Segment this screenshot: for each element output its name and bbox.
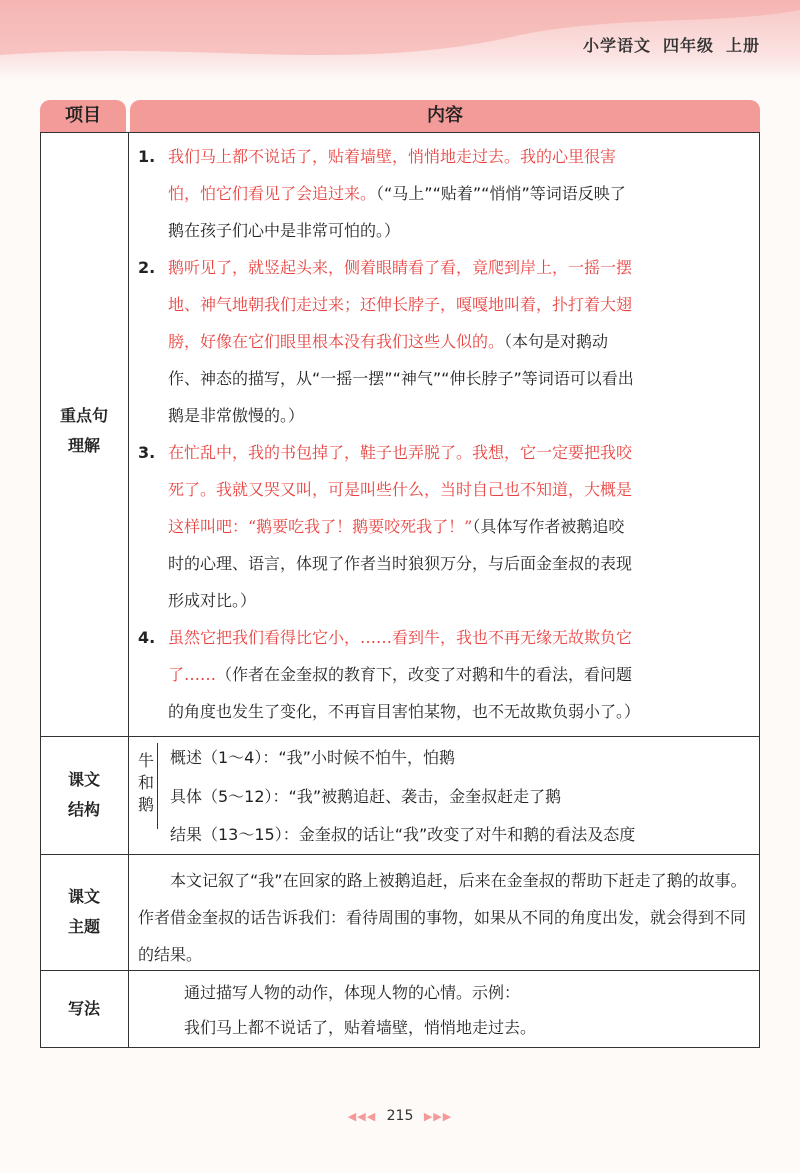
volume-label: 上册	[725, 36, 760, 55]
annotation: （“马上”“贴着”“悄悄”等词语反映了	[376, 184, 626, 203]
text-line	[168, 249, 752, 286]
item-number: 4.	[138, 628, 156, 647]
structure-line-overview: 概述（1～4）：“我”小时候不怕牛，怕鹅	[170, 748, 455, 767]
quoted-sentence: 膀，好像在它们眼里根本没有我们这些人似的。	[168, 332, 505, 351]
structure-line-details: 具体（5～12）：“我”被鹅追赶、袭击，金奎叔赶走了鹅	[170, 787, 562, 806]
row-divider	[40, 736, 760, 737]
book-title	[571, 33, 760, 56]
row-label-theme	[40, 882, 128, 942]
annotation: （作者在金奎叔的教育下，改变了对鹅和牛的看法，看问题	[216, 665, 633, 684]
column-header-item: 项目	[40, 100, 126, 132]
right-arrows-icon: ▶▶▶	[423, 1110, 453, 1123]
text-line	[168, 434, 752, 471]
annotation: （本句是对鹅动	[504, 332, 609, 351]
label-line: 重点句	[59, 406, 108, 425]
structure-topic	[136, 750, 156, 816]
text-line	[168, 619, 752, 656]
label-line: 结构	[67, 800, 100, 819]
label-line: 课文	[67, 887, 100, 906]
text-line	[168, 212, 752, 249]
annotation: 作、神态的描写，从“一摇一摆”“神气”“伸长脖子”等词语可以看出	[168, 369, 634, 388]
column-header-content: 内容	[130, 100, 760, 132]
structure-bracket	[157, 743, 166, 829]
theme-paragraph: 本文记叙了“我”在回家的路上被鹅追赶，后来在金奎叔的帮助下赶走了鹅的故事。作者借金奎叔的话告诉我们：看待周围的事物，如果从不同的角度出发，就会得到不同的结果。	[138, 871, 747, 964]
key-sentences-cell	[138, 138, 752, 730]
quoted-sentence: 了……	[168, 665, 217, 684]
text-line	[168, 286, 752, 323]
text-line	[168, 138, 752, 175]
row-label-key-sentences	[40, 401, 128, 461]
sentence-item	[138, 434, 752, 619]
sentence-item	[138, 619, 752, 730]
annotation: （具体写作者被鹅追咬	[472, 517, 625, 536]
text-line	[168, 693, 752, 730]
grade-label: 四年级	[662, 36, 714, 55]
annotation: 形成对比。）	[168, 591, 257, 610]
left-arrows-icon: ◀◀◀	[347, 1110, 377, 1123]
sentence-item	[138, 249, 752, 434]
text-line	[168, 175, 752, 212]
quoted-sentence: 这样叫吧：“鹅要吃我了！鹅要咬死我了！”	[168, 517, 473, 536]
table-header-row	[40, 100, 760, 132]
item-number: 3.	[138, 443, 156, 462]
label-line: 理解	[67, 436, 100, 455]
column-divider	[128, 132, 129, 1048]
annotation: 鹅在孩子们心中是非常可怕的。）	[168, 221, 401, 240]
text-line	[168, 545, 752, 582]
label-line: 主题	[67, 917, 100, 936]
text-line	[168, 323, 752, 360]
topic-char: 和	[137, 773, 154, 792]
subject-label: 小学语文	[582, 36, 651, 55]
text-line	[168, 582, 752, 619]
text-line	[168, 656, 752, 693]
sentence-item	[138, 138, 752, 249]
row-label-writing: 写法	[67, 999, 100, 1018]
row-label-structure	[40, 765, 128, 825]
item-number: 1.	[138, 147, 156, 166]
annotation: 的角度也发生了变化，不再盲目害怕某物，也不无故欺负弱小了。）	[168, 702, 641, 721]
text-line	[168, 360, 752, 397]
quoted-sentence: 地、神气地朝我们走过来；还伸长脖子，嘎嘎地叫着，扑打着大翅	[168, 295, 633, 314]
quoted-sentence: 鹅听见了，就竖起头来，侧着眼睛看了看，竟爬到岸上，一摇一摆	[168, 258, 633, 277]
page-number: 215	[386, 1108, 414, 1124]
annotation: 鹅是非常傲慢的。）	[168, 406, 305, 425]
quoted-sentence: 怕，怕它们看见了会追过来。	[168, 184, 377, 203]
text-line	[168, 471, 752, 508]
topic-char: 鹅	[137, 795, 154, 814]
writing-example: 我们马上都不说话了，贴着墙壁，悄悄地走过去。	[184, 1018, 537, 1037]
summary-table	[40, 100, 760, 1048]
quoted-sentence: 在忙乱中，我的书包掉了，鞋子也弄脱了。我想，它一定要把我咬	[168, 443, 633, 462]
page-footer	[0, 1108, 800, 1124]
quoted-sentence: 死了。我就又哭又叫，可是叫些什么，当时自己也不知道，大概是	[168, 480, 633, 499]
quoted-sentence: 虽然它把我们看得比它小，……看到牛，我也不再无缘无故欺负它	[168, 628, 633, 647]
quoted-sentence: 我们马上都不说话了，贴着墙壁，悄悄地走过去。我的心里很害	[168, 147, 617, 166]
topic-char: 牛	[137, 751, 154, 770]
text-line	[168, 397, 752, 434]
annotation: 时的心理、语言，体现了作者当时狼狈万分，与后面金奎叔的表现	[168, 554, 633, 573]
row-divider	[40, 854, 760, 855]
structure-line-result: 结果（13～15）：金奎叔的话让“我”改变了对牛和鹅的看法及态度	[170, 825, 636, 844]
label-line: 课文	[67, 770, 100, 789]
item-number: 2.	[138, 258, 156, 277]
text-line	[168, 508, 752, 545]
writing-method: 通过描写人物的动作，体现人物的心情。示例：	[184, 983, 521, 1002]
